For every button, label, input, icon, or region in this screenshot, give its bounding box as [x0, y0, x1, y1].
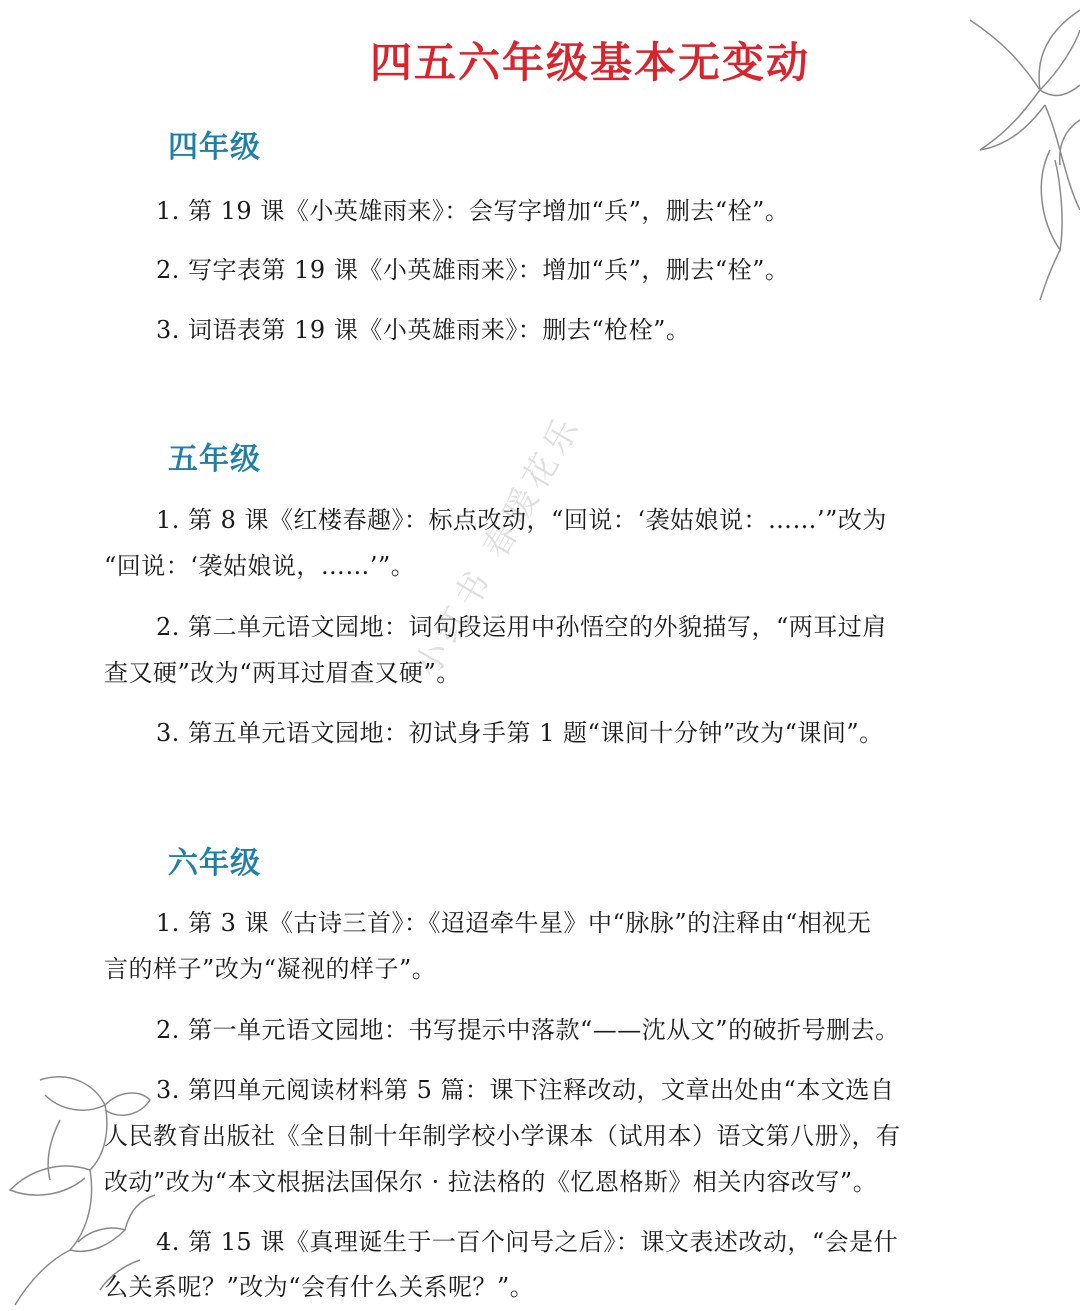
list-item-continuation: 么关系呢？”改为“会有什么关系呢？”。 [104, 1273, 535, 1301]
list-item-continuation: 查又硬”改为“两耳过眉查又硬”。 [104, 659, 461, 687]
list-item: 3. 第五单元语文园地：初试身手第 1 题“课间十分钟”改为“课间”。 [156, 719, 884, 747]
list-item: 2. 第一单元语文园地：书写提示中落款“——沈从文”的破折号删去。 [156, 1016, 900, 1044]
list-item: 2. 写字表第 19 课《小英雄雨来》：增加“兵”，删去“栓”。 [156, 256, 790, 284]
list-item: 3. 词语表第 19 课《小英雄雨来》：删去“枪栓”。 [156, 316, 691, 344]
list-item: 1. 第 8 课《红楼春趣》：标点改动，“回说：‘袭姑娘说：……’”改为 [156, 506, 887, 534]
section-heading-grade-6: 六年级 [168, 846, 261, 881]
list-item: 1. 第 3 课《古诗三首》：《迢迢牵牛星》中“脉脉”的注释由“相视无 [156, 909, 872, 937]
list-item: 4. 第 15 课《真理诞生于一百个问号之后》：课文表述改动，“会是什 [156, 1228, 899, 1256]
section-heading-grade-4: 四年级 [168, 130, 261, 165]
list-item: 2. 第二单元语文园地：词句段运用中孙悟空的外貌描写，“两耳过肩 [156, 613, 887, 641]
list-item-continuation: “回说：‘袭姑娘说，……’”。 [104, 552, 416, 580]
list-item-continuation: 人民教育出版社《全日制十年制学校小学课本（试用本）语文第八册》，有 [104, 1122, 901, 1150]
section-heading-grade-5: 五年级 [168, 442, 261, 477]
list-item: 1. 第 19 课《小英雄雨来》：会写字增加“兵”，删去“栓”。 [156, 197, 790, 225]
watermark: 小红书 春暖花乐 [406, 406, 590, 684]
page-title: 四五六年级基本无变动 [369, 38, 810, 87]
list-item: 3. 第四单元阅读材料第 5 篇：课下注释改动，文章出处由“本文选自 [156, 1076, 895, 1104]
list-item-continuation: 言的样子”改为“凝视的样子”。 [104, 955, 437, 983]
list-item-continuation: 改动”改为“本文根据法国保尔 · 拉法格的《忆恩格斯》相关内容改写”。 [104, 1168, 878, 1196]
